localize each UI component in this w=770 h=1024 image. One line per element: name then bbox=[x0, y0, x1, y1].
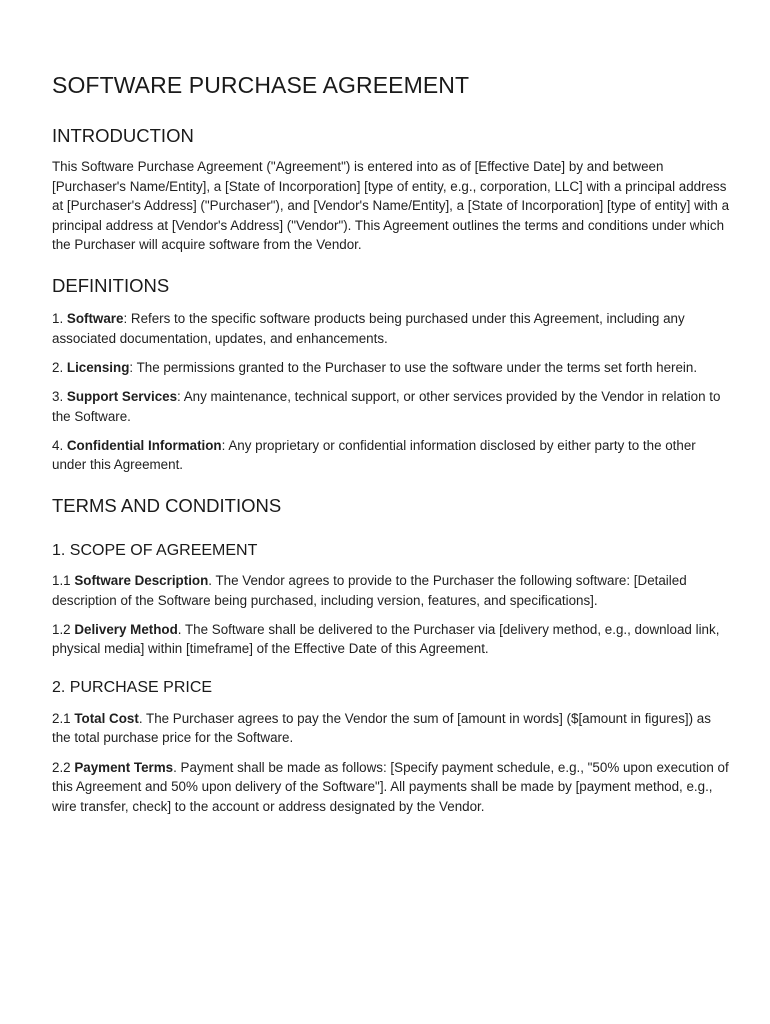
clause-number: 1.2 bbox=[52, 621, 75, 637]
definition-text: : Refers to the specific software products being purchased under this Agreement, including any associated documentation, updates, and enhancements. bbox=[52, 310, 685, 346]
clause-item bbox=[52, 758, 730, 817]
definition-number: 3. bbox=[52, 388, 67, 404]
definition-term: Confidential Information bbox=[66, 437, 222, 453]
definition-item bbox=[52, 358, 730, 378]
clause-number: 2.1 bbox=[52, 710, 75, 726]
clause-text: . The Purchaser agrees to pay the Vendor the sum of [amount in words] ($[amount in figures]) as the total purchase price for the Software. bbox=[52, 710, 711, 746]
document-title: SOFTWARE PURCHASE AGREEMENT bbox=[52, 72, 470, 98]
terms-section bbox=[52, 495, 730, 817]
clause-number: 2.2 bbox=[52, 759, 75, 775]
introduction-text: This Software Purchase Agreement ("Agreement") is entered into as of [Effective Date] by and between [Purchaser's Name/Entity], a [State of Incorporation] [type of entity, e.g., corporation, LLC] with a principal address at [Purchaser's Address] ("Purchaser"), and [Vendor's Name/Entity], a [State of Incorporation] [type of entity] with a principal address at [Vendor's Address] ("Vendor"). This Agreement outlines the terms and conditions under which the Purchaser will acquire software from the Vendor. bbox=[52, 159, 730, 253]
terms-heading: TERMS AND CONDITIONS bbox=[52, 494, 282, 516]
scope-subsection bbox=[52, 541, 730, 659]
definition-number: 4. bbox=[52, 437, 67, 453]
clause-text: . The Vendor agrees to provide to the Purchaser the following software: [Detailed description of the Software being purchased, including version, features, and specifications]. bbox=[52, 572, 687, 608]
scope-heading: 1. SCOPE OF AGREEMENT bbox=[52, 541, 258, 559]
introduction-heading: INTRODUCTION bbox=[52, 125, 194, 146]
definition-term: Support Services bbox=[66, 388, 178, 404]
definition-item bbox=[52, 387, 730, 426]
introduction-section bbox=[52, 125, 730, 255]
clause-text: . The Software shall be delivered to the Purchaser via [delivery method, e.g., download link, physical media] within [timeframe] of the Effective Date of this Agreement. bbox=[52, 621, 720, 657]
clause-number: 1.1 bbox=[52, 572, 75, 588]
clause-term: Delivery Method bbox=[74, 621, 178, 637]
price-subsection bbox=[52, 678, 730, 817]
clause-term: Software Description bbox=[74, 572, 209, 588]
clause-term: Payment Terms bbox=[74, 759, 174, 775]
definition-number: 2. bbox=[52, 359, 67, 375]
clause-item bbox=[52, 620, 730, 659]
definition-term: Software bbox=[66, 310, 124, 326]
definition-text: : Any proprietary or confidential information disclosed by either party to the other under this Agreement. bbox=[52, 437, 696, 473]
definition-number: 1. bbox=[52, 310, 67, 326]
clause-item bbox=[52, 571, 730, 610]
definition-item bbox=[52, 309, 730, 348]
definitions-section bbox=[52, 275, 730, 475]
definition-term: Licensing bbox=[66, 359, 130, 375]
clause-text: . Payment shall be made as follows: [Specify payment schedule, e.g., "50% upon execution of this Agreement and 50% upon delivery of the Software"]. All payments shall be made by [payment method, e.g., wire transfer, check] to the account or address designated by the Vendor. bbox=[52, 759, 729, 814]
definitions-heading: DEFINITIONS bbox=[52, 274, 170, 296]
clause-term: Total Cost bbox=[74, 710, 139, 726]
price-heading: 2. PURCHASE PRICE bbox=[52, 678, 213, 696]
definition-item bbox=[52, 436, 730, 475]
clause-item bbox=[52, 709, 730, 748]
definition-text: : The permissions granted to the Purchaser to use the software under the terms set forth herein. bbox=[129, 359, 698, 375]
definition-text: : Any maintenance, technical support, or other services provided by the Vendor in relation to the Software. bbox=[52, 388, 721, 424]
